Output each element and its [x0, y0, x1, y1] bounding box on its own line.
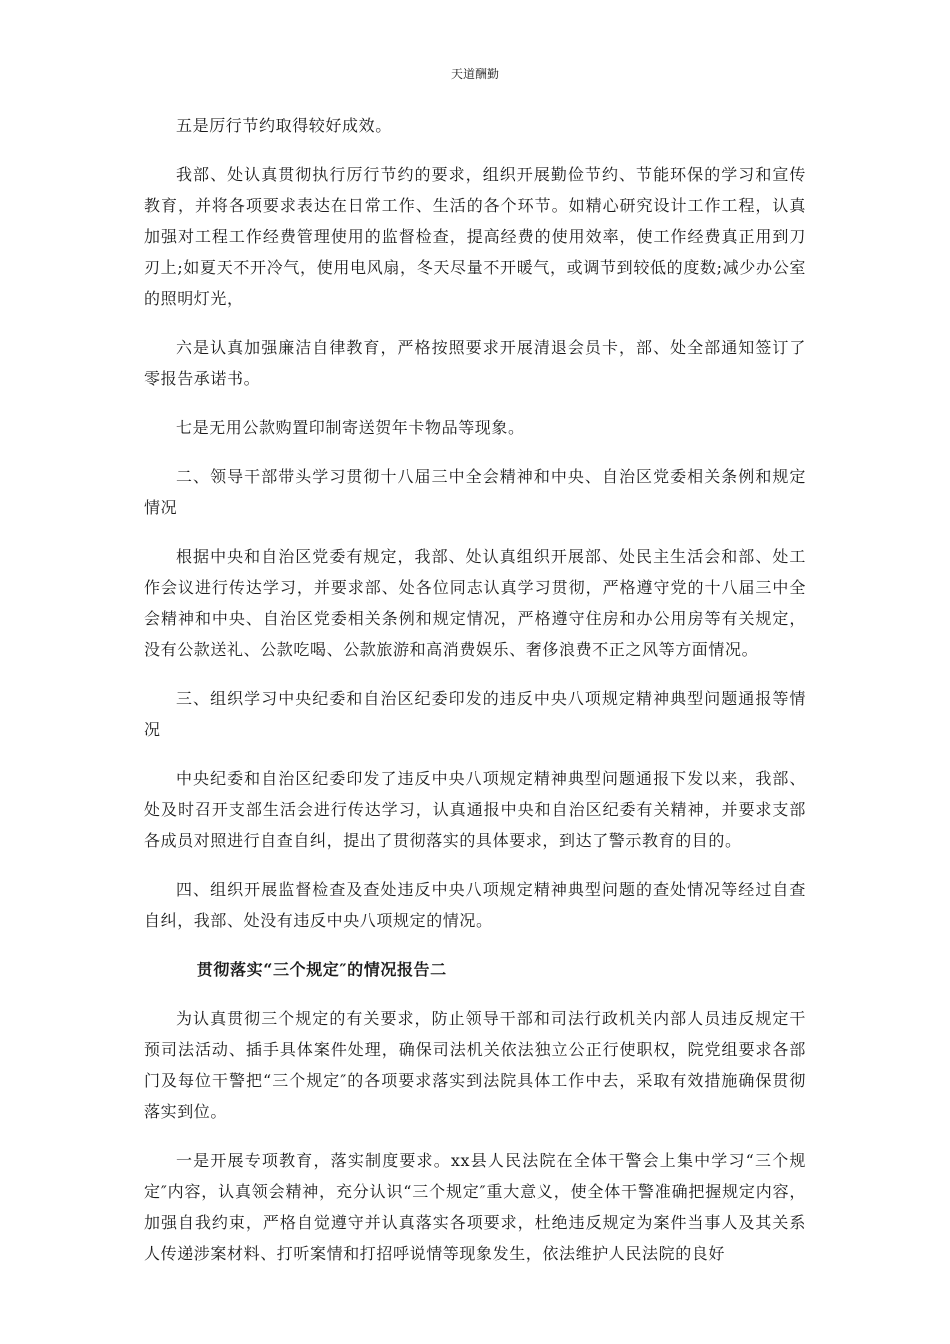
paragraph: 六是认真加强廉洁自律教育，严格按照要求开展清退会员卡，部、处全部通知签订了零报告承诺书。 — [144, 338, 806, 388]
paragraph: 七是无用公款购置印制寄送贺年卡物品等现象。 — [176, 418, 525, 437]
report-title: 贯彻落实“三个规定″的情况报告二 — [196, 960, 447, 979]
paragraph: 我部、处认真贯彻执行厉行节约的要求，组织开展勤俭节约、节能环保的学习和宣传教育，并将各项要求表达在日常工作、生活的各个环节。如精心研究设计工作工程，认真加强对工程工作经费管理使用的监督检查，提高经费的使用效率，使工作经费真正用到刀刃上;如夏天不开冷气，使用电风扇，冬天尽量不开暖气，或调节到较低的度数;减少办公室的照明灯光， — [144, 165, 806, 308]
page-header: 天道酬勤 — [450, 67, 499, 81]
paragraph: 根据中央和自治区党委有规定，我部、处认真组织开展部、处民主生活会和部、处工作会议进行传达学习，并要求部、处各位同志认真学习贯彻，严格遵守党的十八届三中全会精神和中央、自治区党委相关条例和规定情况，严格遵守住房和办公用房等有关规定，没有公款送礼、公款吃喝、公款旅游和高消费娱乐、奢侈浪费不正之风等方面情况。 — [144, 547, 806, 659]
paragraph: 为认真贯彻三个规定的有关要求，防止领导干部和司法行政机关内部人员违反规定干预司法活动、插手具体案件处理，确保司法机关依法独立公正行使职权，院党组要求各部门及每位干警把“三个规定″的各项要求落实到法院具体工作中去，采取有效措施确保贯彻落实到位。 — [144, 1009, 806, 1121]
paragraph: 中央纪委和自治区纪委印发了违反中央八项规定精神典型问题通报下发以来，我部、处及时召开支部生活会进行传达学习，认真通报中央和自治区纪委有关精神，并要求支部各成员对照进行自查自纠，提出了贯彻落实的具体要求，到达了警示教育的目的。 — [144, 769, 806, 850]
section-heading-three: 三、组织学习中央纪委和自治区纪委印发的违反中央八项规定精神典型问题通报等情况 — [144, 689, 806, 739]
paragraph: 五是厉行节约取得较好成效。 — [176, 116, 392, 135]
document-body — [144, 110, 806, 1287]
section-heading-two: 二、领导干部带头学习贯彻十八届三中全会精神和中央、自治区党委相关条例和规定情况 — [144, 467, 806, 517]
paragraph: 一是开展专项教育，落实制度要求。xx县人民法院在全体干警会上集中学习“三个规定″内容，认真领会精神，充分认识“三个规定″重大意义，使全体干警准确把握规定内容，加强自我约束，严格自觉遵守并认真落实各项要求，杜绝违反规定为案件当事人及其关系人传递涉案材料、打听案情和打招呼说情等现象发生，依法维护人民法院的良好 — [144, 1151, 806, 1263]
section-heading-four: 四、组织开展监督检查及查处违反中央八项规定精神典型问题的查处情况等经过自查自纠，我部、处没有违反中央八项规定的情况。 — [144, 880, 806, 930]
